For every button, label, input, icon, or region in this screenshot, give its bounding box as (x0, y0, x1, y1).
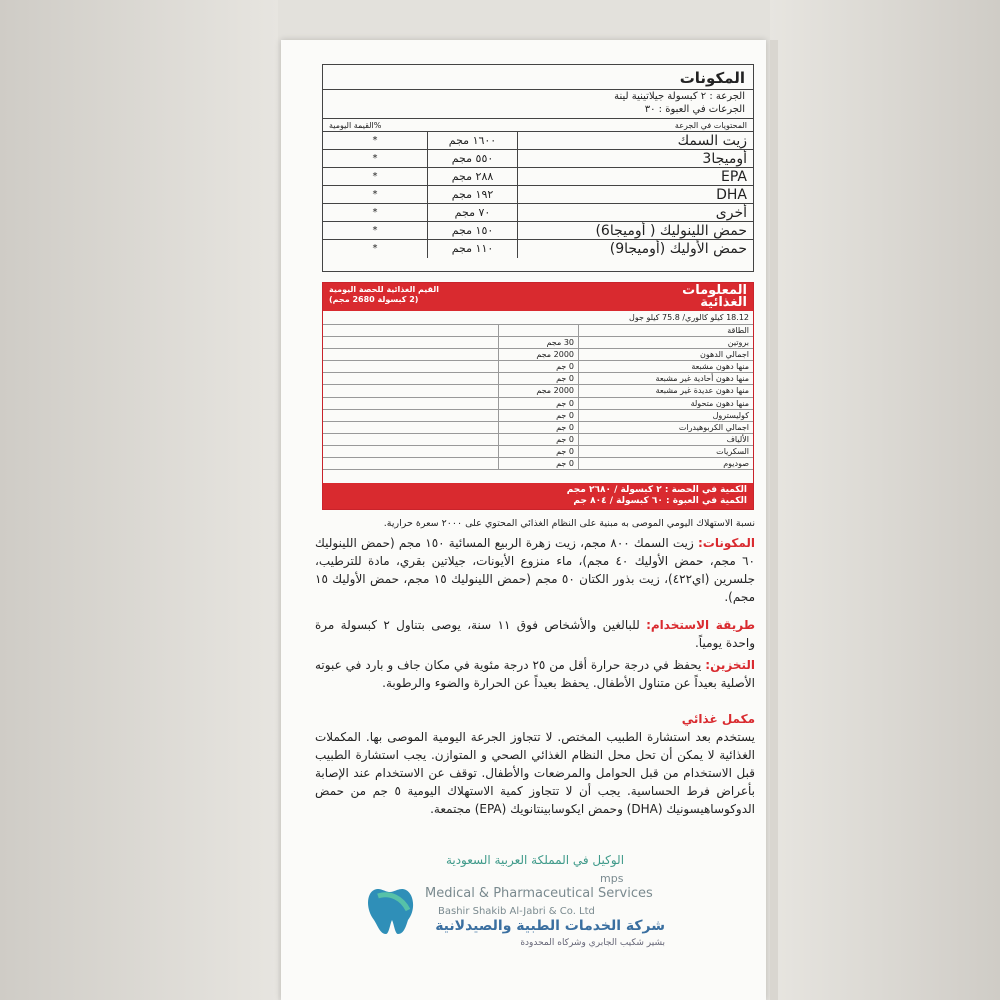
nutrient-value: 0 جم (498, 458, 578, 469)
daily-values-note (329, 285, 439, 309)
nutrition-header (323, 283, 753, 311)
ingredient-dv: * (372, 207, 378, 218)
nutrient-name: صوديوم (578, 458, 753, 469)
nutrition-row (323, 458, 753, 470)
ingredient-row (323, 168, 753, 186)
ingredient-row (323, 240, 753, 258)
ingredients-rows (323, 132, 753, 258)
ingredient-amount: ١٥٠ مجم (427, 222, 517, 239)
company-sub-en: Bashir Shakib Al-Jabri & Co. Ltd (438, 906, 595, 917)
supplement-label: مكمل غذائي (681, 712, 755, 726)
nutrition-row (323, 434, 753, 446)
nutrition-row (323, 349, 753, 361)
contents-label: المحتويات في الجرعة (674, 121, 747, 130)
storage-text (315, 656, 755, 692)
nutrition-row (323, 446, 753, 458)
nutrient-name: منها دهون مشبعة (578, 361, 753, 372)
ingredients-text (315, 534, 755, 606)
nutrient-value: 30 مجم (498, 337, 578, 348)
company-name-ar: شركة الخدمات الطبية والصيدلانية (435, 918, 665, 934)
nutrition-row (323, 410, 753, 422)
storage-body: يحفظ في درجة حرارة أقل من ٢٥ درجة مئوية في مكان جاف و بارد في عبوته الأصلية بعيداً عن متناول الأطفال. يحفظ بعيداً عن الحرارة والضوء والرطوبة. (315, 658, 755, 690)
ingredient-amount: ٢٨٨ مجم (427, 168, 517, 185)
ingredient-dv: * (372, 243, 378, 254)
company-sub-ar: بشير شكيب الجابري وشركاه المحدودة (520, 938, 665, 948)
doses-per-pack-line: الجرعات في العبوة : ٣٠ (323, 103, 753, 119)
nutrition-footer (323, 483, 753, 509)
nutrient-name: منها دهون أحادية غير مشبعة (578, 373, 753, 384)
tooth-logo-icon (360, 880, 420, 940)
ingredient-name: EPA (517, 168, 753, 185)
nutrition-rows (323, 337, 753, 470)
supplement-body: يستخدم بعد استشارة الطبيب المختص. لا تتجاوز الجرعة اليومية الموصى بها. المكملات الغذائية لا يمكن أن تحل محل النظام الغذائي الصحي و المتوازن. يجب استشارة الطبيب قبل الاستخدام من قبل الحوامل والمرضعات والأطفال. توقف عن الاستخدام عند الإصابة بأعراض فرط الحساسية. يجب أن لا تتجاوز كمية الاستهلاك اليومية ٥ جم من حمض الدوكوساهيسونيك (DHA) وحمض ايكوسابينتانويك (EPA) مجتمعة. (315, 730, 755, 816)
nutrient-value: 0 جم (498, 422, 578, 433)
ingredient-amount: ١١٠ مجم (427, 240, 517, 258)
company-name-en: Medical & Pharmaceutical Services (425, 886, 653, 901)
box-edge (770, 40, 778, 1000)
nutrient-name: منها دهون متحولة (578, 398, 753, 409)
daily-values-line1: القيم الغذائية للحصة اليومية (329, 285, 440, 294)
dv-label: %القيمة اليومية (329, 121, 382, 130)
ingredient-row (323, 132, 753, 150)
nutrition-title (682, 285, 747, 309)
serving-amount: الكمية في الحصة : ٢ كبسولة / ٢٦٨٠ مجم (566, 485, 747, 495)
energy-value: 18.12 كيلو كالوري/ 75.8 كيلو جول (629, 313, 749, 322)
ingredient-dv: * (372, 153, 378, 164)
nutrient-value: 0 جم (498, 410, 578, 421)
nutrient-value: 0 جم (498, 434, 578, 445)
nutrition-row (323, 373, 753, 385)
ingredients-text-body: زيت السمك ٨٠٠ مجم، زيت زهرة الربيع المسائية ١٥٠ مجم (حمض اللينوليك ٦٠ مجم، حمض الأوليك ٤٠ مجم)، ماء منزوع الأيونات، جيلاتين بقري، مادة للترطيب، جلسرين (اي٤٢٢)، زيت بذور الكتان ٥٠ مجم (حمض اللينوليك ١٥ مجم، حمض الأوليك ١٥ مجم). (315, 536, 756, 604)
daily-note: نسبة الاستهلاك اليومي الموصى به مبنية على النظام الغذائي المحتوي على ٢٠٠٠ سعرة حرارية. (383, 518, 755, 529)
nutrient-value: 0 جم (498, 373, 578, 384)
storage-label: التخزين: (705, 658, 755, 672)
nutrient-value: 0 جم (498, 361, 578, 372)
ingredient-amount: ٧٠ مجم (427, 204, 517, 221)
nutrient-name: السكريات (578, 446, 753, 457)
nutrient-name: بروتين (578, 337, 753, 348)
nutrition-row (323, 422, 753, 434)
nutrition-row (323, 398, 753, 410)
nutrient-name: اجمالي الكربوهيدرات (578, 422, 753, 433)
ingredient-row (323, 222, 753, 240)
ingredients-table-title: المكونات (323, 65, 753, 90)
ingredient-row (323, 186, 753, 204)
energy-label: الطاقة (578, 325, 753, 336)
ingredient-name: حمض اللينوليك ( أوميجا6) (517, 222, 753, 239)
nutrient-name: الألياف (578, 434, 753, 445)
nutrient-value: 2000 مجم (498, 349, 578, 360)
background-right (770, 0, 1000, 1000)
nutrient-name: اجمالي الدهون (578, 349, 753, 360)
dose-line: الجرعة : ٢ كبسولة جيلاتينية لينة (614, 91, 745, 102)
ingredient-dv: * (372, 171, 378, 182)
ingredients-text-label: المكونات: (697, 536, 756, 550)
background-left (0, 0, 278, 1000)
ingredient-row (323, 204, 753, 222)
nutrition-table (322, 282, 754, 510)
nutrition-row (323, 385, 753, 397)
supplement-text (315, 710, 755, 818)
usage-label: طريقة الاستخدام: (646, 618, 755, 632)
nutrient-name: منها دهون عديدة غير مشبعة (578, 385, 753, 396)
pack-amount: الكمية في العبوة : ٦٠ كبسولة / ٨٠٤ جم (573, 496, 747, 506)
ingredient-dv: * (372, 189, 378, 200)
nutrition-title-line2: الغذائية (700, 295, 747, 310)
ingredient-dv: * (372, 225, 378, 236)
ingredient-name: زيت السمك (517, 132, 753, 149)
nutrition-row (323, 361, 753, 373)
ingredient-name: أخرى (517, 204, 753, 221)
ingredients-table-header (323, 119, 753, 132)
ingredient-amount: ٥٥٠ مجم (427, 150, 517, 167)
usage-body: للبالغين والأشخاص فوق ١١ سنة، يوصى بتناول ٢ كبسولة مرة واحدة يومياً. (315, 618, 755, 650)
ingredient-name: DHA (517, 186, 753, 203)
ingredient-amount: ١٩٢ مجم (427, 186, 517, 203)
ingredient-row (323, 150, 753, 168)
usage-text (315, 616, 755, 652)
ingredient-name: حمض الأوليك (أوميجا9) (517, 240, 753, 258)
nutrition-title-line1: المعلومات (682, 283, 747, 298)
nutrition-row (323, 337, 753, 349)
energy-row (323, 311, 753, 325)
nutrient-name: كوليسترول (578, 410, 753, 421)
nutrient-value: 0 جم (498, 398, 578, 409)
nutrient-value: 0 جم (498, 446, 578, 457)
ingredient-name: أوميجا3 (517, 150, 753, 167)
daily-values-line2: (2 كبسولة 2680 مجم) (329, 295, 419, 304)
agent-line: الوكيل في المملكة العربية السعودية (445, 853, 625, 867)
nutrient-value: 2000 مجم (498, 385, 578, 396)
ingredient-dv: * (372, 135, 378, 146)
ingredient-amount: ١٦٠٠ مجم (427, 132, 517, 149)
ingredients-table (322, 64, 754, 272)
energy-label-row (323, 325, 753, 337)
company-abbr: mps (600, 872, 624, 885)
